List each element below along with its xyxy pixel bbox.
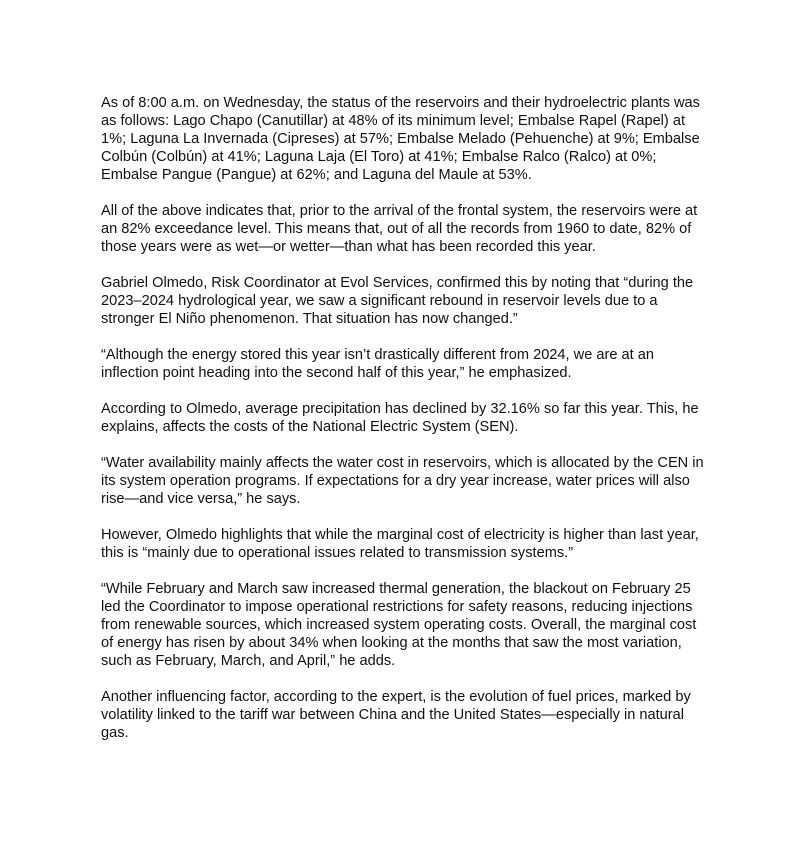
paragraph-reservoir-status: As of 8:00 a.m. on Wednesday, the status of the reservoirs and their hydroelectric plants was as follows: Lago Chapo (Canutillar) at 48% of its minimum level; Embalse Rapel (Rapel) at 1%; Laguna La Invernada (Cipreses) at 57%; Embalse Melado (Pehuenche) at 9%; Embalse Colbún (Colbún) at 41%; Laguna Laja (El Toro) at 41%; Embalse Ralco (Ralco) at 0%; Embalse Pangue (Pangue) at 62%; and Laguna del Maule at 53%. — [101, 95, 700, 183]
paragraph-water-cost-quote: “Water availability mainly affects the water cost in reservoirs, which is allocated by the CEN in its system operation programs. If expectations for a dry year increase, water prices will also rise—and vice versa,” he says. — [101, 455, 704, 507]
paragraph-olmedo-confirmation: Gabriel Olmedo, Risk Coordinator at Evol Services, confirmed this by noting that “during the 2023–2024 hydrological year, we saw a significant rebound in reservoir levels due to a stronger El Niño phenomenon. That situation has now changed.” — [101, 275, 694, 327]
paragraph-marginal-cost: However, Olmedo highlights that while the marginal cost of electricity is higher than last year, this is “mainly due to operational issues related to transmission systems.” — [101, 527, 699, 561]
paragraph-exceedance-level: All of the above indicates that, prior to the arrival of the frontal system, the reservoirs were at an 82% exceedance level. This means that, out of all the records from 1960 to date, 82% of those years were as wet—or wetter—than what has been recorded this year. — [101, 203, 698, 255]
paragraph-blackout-quote: “While February and March saw increased thermal generation, the blackout on February 25 led the Coordinator to impose operational restrictions for safety reasons, reducing injections from renewable sources, which increased system operating costs. Overall, the marginal cost of energy has risen by about 34% when looking at the months that saw the most variation, such as February, March, and April,” he adds. — [101, 581, 697, 669]
paragraph-inflection-point-quote: “Although the energy stored this year isn’t drastically different from 2024, we are at an inflection point heading into the second half of this year,” he emphasized. — [101, 347, 654, 381]
paragraph-fuel-prices: Another influencing factor, according to the expert, is the evolution of fuel prices, marked by volatility linked to the tariff war between China and the United States—especially in natural gas. — [101, 689, 691, 741]
article-body — [101, 94, 705, 760]
paragraph-precipitation-decline: According to Olmedo, average precipitation has declined by 32.16% so far this year. This, he explains, affects the costs of the National Electric System (SEN). — [101, 401, 699, 435]
